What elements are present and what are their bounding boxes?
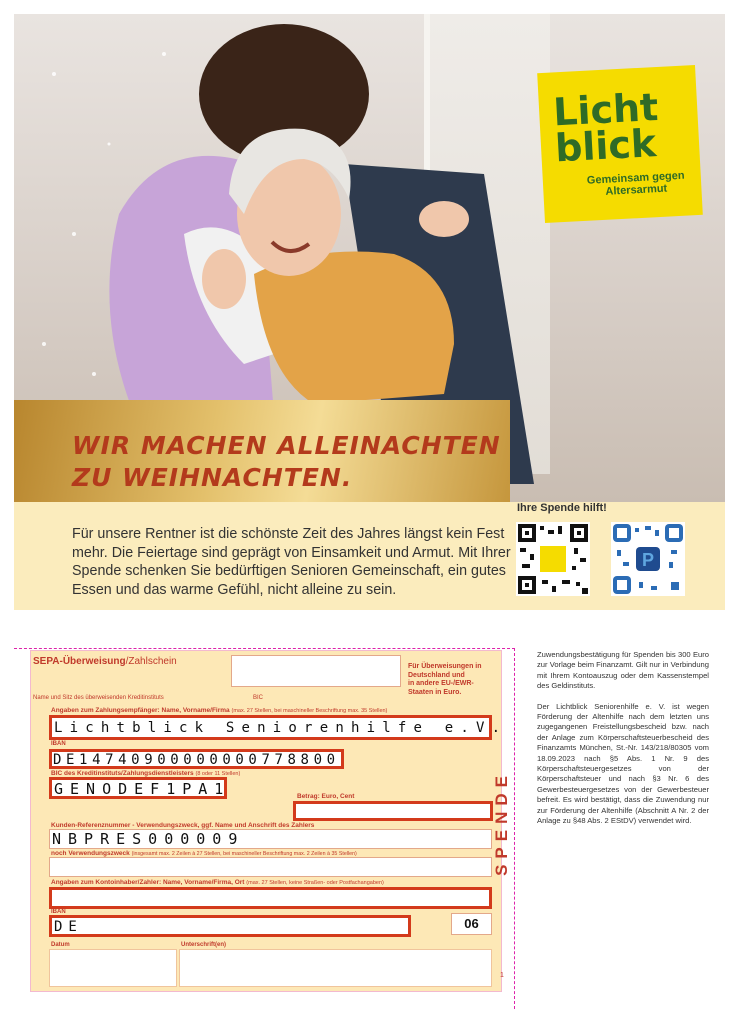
- recipient-value: Lichtblick Seniorenhilfe e.V.: [54, 720, 508, 736]
- recipient-label-text: Angaben zum Zahlungsempfänger: Name, Vorname/Firma: [51, 707, 230, 714]
- purpose-hint: (insgesamt max. 2 Zeilen à 27 Stellen, bei maschineller Beschriftung max. 2 Zeilen à 35 Stellen): [131, 851, 357, 857]
- logo-tagline: Gemeinsam gegen Altersarmut: [586, 169, 685, 198]
- donate-label: Ihre Spende hilft!: [517, 502, 607, 514]
- info-band: [14, 502, 725, 610]
- date-label: Datum: [51, 942, 70, 948]
- form-title: [33, 656, 177, 667]
- reference-label: Kunden-Referenznummer - Verwendungszweck, ggf. Name und Anschrift des Zahlers: [51, 822, 315, 829]
- payer-name-field[interactable]: [49, 887, 492, 909]
- signature-label: Unterschrift(en): [181, 942, 227, 948]
- form-marker: 1: [500, 972, 504, 979]
- paypal-qr-icon[interactable]: [611, 522, 685, 596]
- sepa-transfer-form: [30, 650, 508, 992]
- qr-pattern: [611, 522, 685, 596]
- recipient-field[interactable]: [49, 715, 508, 740]
- spende-vertical-label: SPENDE: [492, 770, 511, 876]
- purpose-field[interactable]: [49, 857, 492, 877]
- lichtblick-qr-icon[interactable]: [516, 522, 590, 596]
- iban-value: DE14740900000000778800: [53, 752, 340, 768]
- payer-iban-field[interactable]: [49, 915, 411, 937]
- payer-iban-value: DE: [54, 919, 83, 935]
- recipient-hint: (max. 27 Stellen, bei maschineller Beschriftung max. 35 Stellen): [231, 708, 388, 714]
- signature-field[interactable]: [179, 949, 492, 987]
- lichtblick-logo: [537, 65, 703, 223]
- reference-value: NBPRES000009: [52, 830, 245, 848]
- purpose-label: [51, 850, 357, 857]
- amount-field[interactable]: [293, 801, 493, 821]
- amount-label: Betrag: Euro, Cent: [297, 793, 355, 800]
- bank-label: Name und Sitz des überweisenden Kreditinstituts: [33, 695, 164, 701]
- recipient-label: [51, 707, 387, 714]
- form-title-rest: /Zahlschein: [125, 656, 177, 667]
- eu-note: Für Überweisungen in Deutschland und in andere EU-/EWR- Staaten in Euro.: [408, 663, 482, 696]
- hero-photo: [14, 14, 725, 502]
- payer-hint: (max. 27 Stellen, keine Straßen- oder Postfachangaben): [246, 880, 384, 886]
- date-field[interactable]: [49, 949, 177, 987]
- tax-receipt-paragraph-1: Zuwendungsbestätigung für Spenden bis 300 Euro zur Vorlage beim Finanzamt. Gilt nur in Verbindung mit Ihrem Kontoauszug oder dem Kassenstempel des Geldinstituts.: [537, 650, 709, 691]
- headline: WIR MACHEN ALLEINACHTEN ZU WEIHNACHTEN.: [72, 431, 501, 492]
- purpose-label-text: noch Verwendungszweck: [51, 850, 130, 857]
- logo-wordmark: Licht blick: [552, 84, 660, 171]
- form-title-bold: SEPA-Überweisung: [33, 656, 126, 667]
- iban-field[interactable]: [49, 749, 344, 769]
- bic-label-text: BIC des Kreditinstituts/Zahlungsdienstleisters: [51, 770, 194, 777]
- bic-hint: (8 oder 11 Stellen): [195, 771, 241, 777]
- bic-top-field[interactable]: [231, 655, 401, 687]
- form-code: 06: [451, 913, 492, 935]
- tax-receipt-paragraph-2: Der Lichtblick Seniorenhilfe e. V. ist wegen Förderung der Altenhilfe nach dem letzten uns zugegangenen Freistellungsbescheid bzw. nach der Anlage zum Körperschaftsteuerbescheid des Finanzamts München, St.-Nr. 143/218/80305 vom 18.09.2023 nach §5 Abs. 1 Nr. 9 des Körperschaftsteuergesetzes von der Körperschaftsteuer und nach §3 Nr. 6 des Gewerbesteuergesetzes von der Gewerbesteuer befreit. Es wird bestätigt, dass die Zuwendung nur zur Förderung der Altenhilfe (Abschnitt A Nr. 2 der Anlage zu §48 Abs. 2 EStDV) verwendet wird.: [537, 701, 709, 826]
- bic-top-label: BIC: [253, 695, 264, 701]
- payer-iban-label: IBAN: [51, 909, 66, 915]
- bic-label: [51, 770, 240, 777]
- tax-receipt-text: [537, 650, 709, 827]
- payer-label-text: Angaben zum Kontoinhaber/Zahler: Name, Vorname/Firma, Ort: [51, 879, 245, 886]
- bic-value: GENODEF1PA1: [54, 780, 231, 798]
- info-text: Für unsere Rentner ist die schönste Zeit des Jahres längst kein Fest mehr. Die Feiertage sind geprägt von Einsamkeit und Armut. Mit Ihrer Spende schenken Sie bedürftigen Senioren Gemeinschaft, ein gutes Essen und das warme Gefühl, nicht alleine zu sein.: [72, 526, 511, 598]
- bic-field[interactable]: [49, 777, 231, 799]
- qr-pattern: [516, 522, 590, 596]
- iban-label: IBAN: [51, 741, 66, 747]
- reference-field[interactable]: [49, 829, 492, 849]
- payer-label: [51, 879, 384, 886]
- svg-text:P: P: [642, 550, 655, 570]
